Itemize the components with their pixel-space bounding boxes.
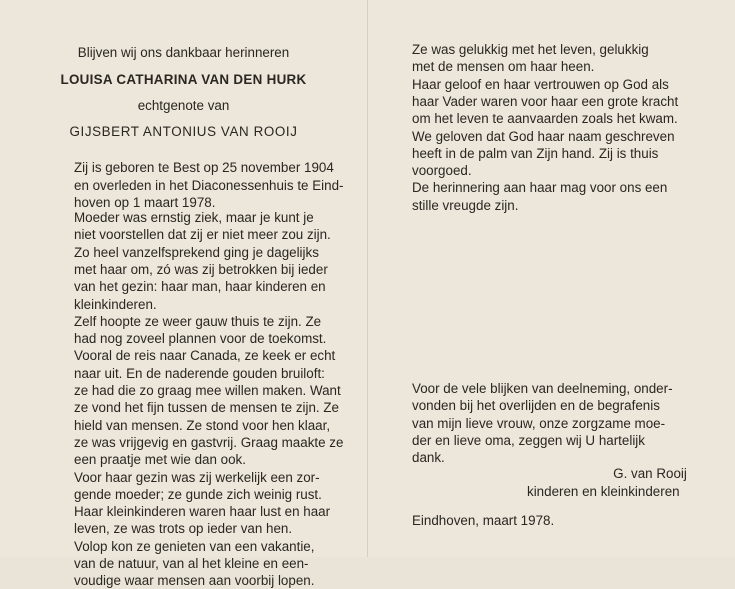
card-fold-line xyxy=(367,0,368,557)
deceased-name: LOUISA CATHARINA VAN DEN HURK xyxy=(60,72,307,87)
body-line: Zo heel vanzelfsprekend ging je dagelijks xyxy=(74,244,319,260)
body-line: met de mensen om haar heen. xyxy=(412,59,595,75)
birth-line: Zij is geboren te Best op 25 november 1904 xyxy=(74,160,334,175)
body-line: ze vond het fijn tussen de mensen te zijn. Ze xyxy=(74,400,339,416)
body-line: van het gezin: haar man, haar kinderen en xyxy=(74,279,326,295)
thanks-line: dank. xyxy=(412,450,445,466)
body-line: Voor haar gezin was zij werkelijk een zor- xyxy=(74,469,320,485)
body-line: voorgoed. xyxy=(412,163,472,179)
thanks-line: van mijn lieve vrouw, onze zorgzame moe- xyxy=(412,415,666,431)
body-line: haar Vader waren voor haar een grote kracht xyxy=(412,93,679,109)
body-line: leven, ze was trots op ieder van hen. xyxy=(74,521,293,537)
signature: G. van Rooij xyxy=(613,466,687,481)
spouse-label: echtgenote van xyxy=(137,98,230,113)
body-line: heeft in de palm van Zijn hand. Zij is thuis xyxy=(412,145,659,161)
body-line: ze had die zo graag mee willen maken. Want xyxy=(74,383,341,398)
body-line: niet voorstellen dat zij er niet meer zou zijn. xyxy=(74,227,331,243)
body-line: kleinkinderen. xyxy=(74,296,157,312)
body-line: met haar om, zó was zij betrokken bij ieder xyxy=(74,261,328,277)
thanks-line: der en lieve oma, zeggen wij U hartelijk xyxy=(412,432,645,448)
body-line: Haar kleinkinderen waren haar lust en haar xyxy=(74,504,331,520)
body-line: Volop kon ze genieten van een vakantie, xyxy=(74,538,315,554)
body-line: hield van mensen. Ze stond voor hen klaar, xyxy=(74,417,331,433)
birth-line: hoven op 1 maart 1978. xyxy=(74,195,216,210)
thanks-line: Voor de vele blijken van deelneming, onder- xyxy=(412,381,673,396)
body-line: had nog zoveel plannen voor de toekomst. xyxy=(74,331,327,347)
body-line: ze was vrijgevig en gastvrij. Graag maakte ze xyxy=(74,434,344,450)
body-line: Zelf hoopte ze weer gauw thuis te zijn. Ze xyxy=(74,313,322,329)
body-line: Moeder was ernstig ziek, maar je kunt je xyxy=(74,210,314,225)
body-line: We geloven dat God haar naam geschreven xyxy=(412,128,675,144)
body-line: van de natuur, van al het kleine en een- xyxy=(74,556,309,571)
thanks-line: vonden bij het overlijden en de begrafenis xyxy=(412,398,660,414)
body-line: voudige waar mensen aan voorbij lopen. xyxy=(74,573,315,589)
body-line: De herinnering aan haar mag voor ons een xyxy=(412,180,668,196)
body-line: stille vreugde zijn. xyxy=(412,197,519,213)
body-line: naar uit. En de naderende gouden bruiloft: xyxy=(74,365,325,381)
place-date: Eindhoven, maart 1978. xyxy=(412,513,555,528)
signature-sub: kinderen en kleinkinderen xyxy=(527,484,680,499)
body-line: om het leven te aanvaarden zoals het kwam. xyxy=(412,111,678,127)
body-line: een praatje met wie dan ook. xyxy=(74,452,246,468)
body-line: gende moeder; ze gunde zich weinig rust. xyxy=(74,486,322,502)
spouse-name: GIJSBERT ANTONIUS VAN ROOIJ xyxy=(69,124,298,139)
body-line: Haar geloof en haar vertrouwen op God als xyxy=(412,76,669,92)
intro-text: Blijven wij ons dankbaar herinneren xyxy=(77,45,290,60)
body-line: Ze was gelukkig met het leven, gelukkig xyxy=(412,42,649,57)
body-line: Vooral de reis naar Canada, ze keek er echt xyxy=(74,348,336,364)
birth-line: en overleden in het Diaconessenhuis te Eind- xyxy=(74,177,344,193)
